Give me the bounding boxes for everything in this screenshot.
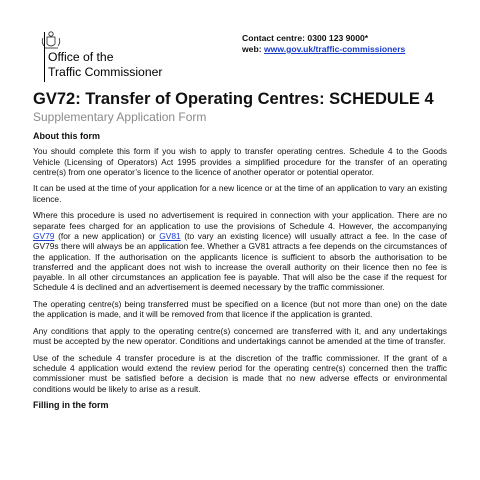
web-link[interactable]: www.gov.uk/traffic-commissioners (263, 44, 406, 54)
crest-divider (44, 32, 45, 82)
contact-web (242, 44, 405, 55)
p3-text-c: (to vary an existing licence) will usually attract a fee. In the case of GV79s there will always be an application fee. Whether a GV81 attracts a fee depends on the circumstances of the application. If the authorisation on the applicants licence is sufficient to absorb the authorisation to be transferred and the applicant does not wish to increase the overall authority on their licence then no fee is payable. In all other circumstances an application fee is payable. That will also be the case if the request for Schedule 4 is declined and an advertisement is deemed necessary by the traffic commissioner. (33, 230, 447, 293)
web-label: web: (242, 44, 262, 54)
organisation-name (48, 50, 162, 80)
about-paragraph-3 (33, 210, 447, 292)
about-paragraph-5: Any conditions that apply to the operating centre(s) concerned are transferred with it, and any undertakings must be accepted by the new operator. Conditions and undertakings cannot be amended at the time of transfer. (33, 325, 447, 347)
gv81-link[interactable]: GV81 (159, 230, 181, 241)
page-title: GV72: Transfer of Operating Centres: SCHEDULE 4 (33, 90, 434, 108)
org-line-2: Traffic Commissioner (48, 65, 163, 79)
about-paragraph-1: You should complete this form if you wish to apply to transfer operating centres. Schedule 4 to the Goods Vehicle (Licensing of Operators) Act 1995 provides a simplified procedure for the transfer of an operating centre(s) from one operator’s licence to the licence of another operator or potential operator. (33, 146, 447, 177)
main-content (33, 131, 447, 416)
contact-centre: Contact centre: 0300 123 9000* (242, 33, 369, 43)
p3-text-a: Where this procedure is used no advertisement is required in connection with your application. There are no separate fees charged for an application to use the provisions of Schedule 4. However, the accompanying (33, 210, 447, 231)
p3-text-b: (for a new application) or (54, 230, 160, 241)
org-line-1: Office of the (48, 50, 114, 64)
about-heading: About this form (33, 131, 100, 141)
page-subtitle: Supplementary Application Form (33, 110, 207, 124)
about-paragraph-4: The operating centre(s) being transferred must be specified on a licence (but not more than one) on the date the application is made, and it will be removed from that licence if the application is granted. (33, 299, 447, 320)
gv79-link[interactable]: GV79 (33, 230, 55, 241)
filling-heading: Filling in the form (33, 400, 109, 411)
contact-block (242, 33, 405, 55)
header (0, 0, 480, 90)
about-paragraph-2: It can be used at the time of your application for a new licence or at the time of an application to vary an existing licence. (33, 183, 447, 204)
about-paragraph-6: Use of the schedule 4 transfer procedure is at the discretion of the traffic commissioner. If the grant of a schedule 4 application would extend the review period for the operating centre(s) concerned then the traffic commissioner must be satisfied before a decision is made that no new adverse effects or environmental conditions would be likely to arise as a result. (33, 352, 447, 394)
